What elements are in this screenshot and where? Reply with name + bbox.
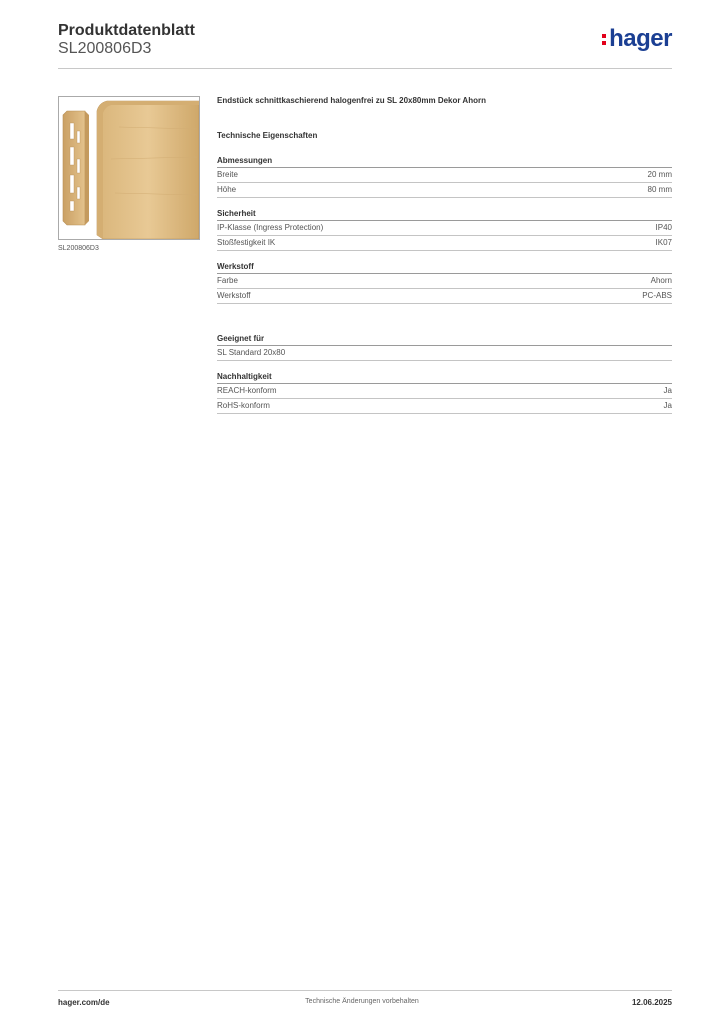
row-label: Breite (217, 170, 238, 179)
product-end-cap-image (58, 96, 200, 240)
row-value: Ahorn (650, 276, 672, 285)
table-row (217, 274, 672, 289)
section-title: Nachhaltigkeit (217, 372, 672, 384)
footer-notice: Technische Änderungen vorbehalten (305, 998, 419, 1005)
table-row (217, 221, 672, 236)
logo-text: hager (609, 25, 672, 52)
footer-date: 12.06.2025 (631, 998, 672, 1007)
row-label: Farbe (217, 276, 238, 285)
row-value: Ja (663, 401, 672, 410)
row-value: Ja (663, 386, 672, 395)
hager-logo (602, 26, 672, 52)
row-label: REACH-konform (217, 386, 277, 395)
row-label: IP-Klasse (Ingress Protection) (217, 223, 324, 232)
page-title: Produktdatenblatt (58, 22, 195, 39)
section-dimensions (217, 156, 672, 198)
row-label: RoHS-konform (217, 401, 270, 410)
section-title: Geeignet für (217, 334, 672, 346)
section-material (217, 262, 672, 304)
row-label: Höhe (217, 185, 237, 194)
row-label: SL Standard 20x80 (217, 348, 286, 357)
logo-dots-icon (602, 32, 606, 46)
product-code: SL200806D3 (58, 40, 152, 57)
row-value: PC-ABS (642, 291, 672, 300)
row-value: IP40 (655, 223, 672, 232)
row-value: 80 mm (647, 185, 672, 194)
row-value: IK07 (655, 238, 672, 247)
footer-divider (58, 990, 672, 991)
table-row (217, 168, 672, 183)
section-title: Werkstoff (217, 262, 672, 274)
row-value: 20 mm (647, 170, 672, 179)
row-label: Werkstoff (217, 291, 251, 300)
table-row (217, 384, 672, 399)
image-caption: SL200806D3 (58, 245, 99, 252)
footer-website-link[interactable]: hager.com/de (58, 998, 110, 1007)
end-cap-illustration-icon (59, 97, 199, 239)
table-row (217, 236, 672, 251)
table-row (217, 346, 672, 361)
table-row (217, 183, 672, 198)
table-row (217, 289, 672, 304)
section-title: Abmessungen (217, 156, 672, 168)
row-label: Stoßfestigkeit IK (217, 238, 276, 247)
section-suitable-for (217, 334, 672, 361)
technical-properties-heading: Technische Eigenschaften (217, 131, 318, 140)
header-divider (58, 68, 672, 69)
section-title: Sicherheit (217, 209, 672, 221)
product-details (217, 96, 672, 425)
section-safety (217, 209, 672, 251)
product-description: Endstück schnittkaschierend halogenfrei zu SL 20x80mm Dekor Ahorn (217, 96, 486, 105)
table-row (217, 399, 672, 414)
section-sustainability (217, 372, 672, 414)
